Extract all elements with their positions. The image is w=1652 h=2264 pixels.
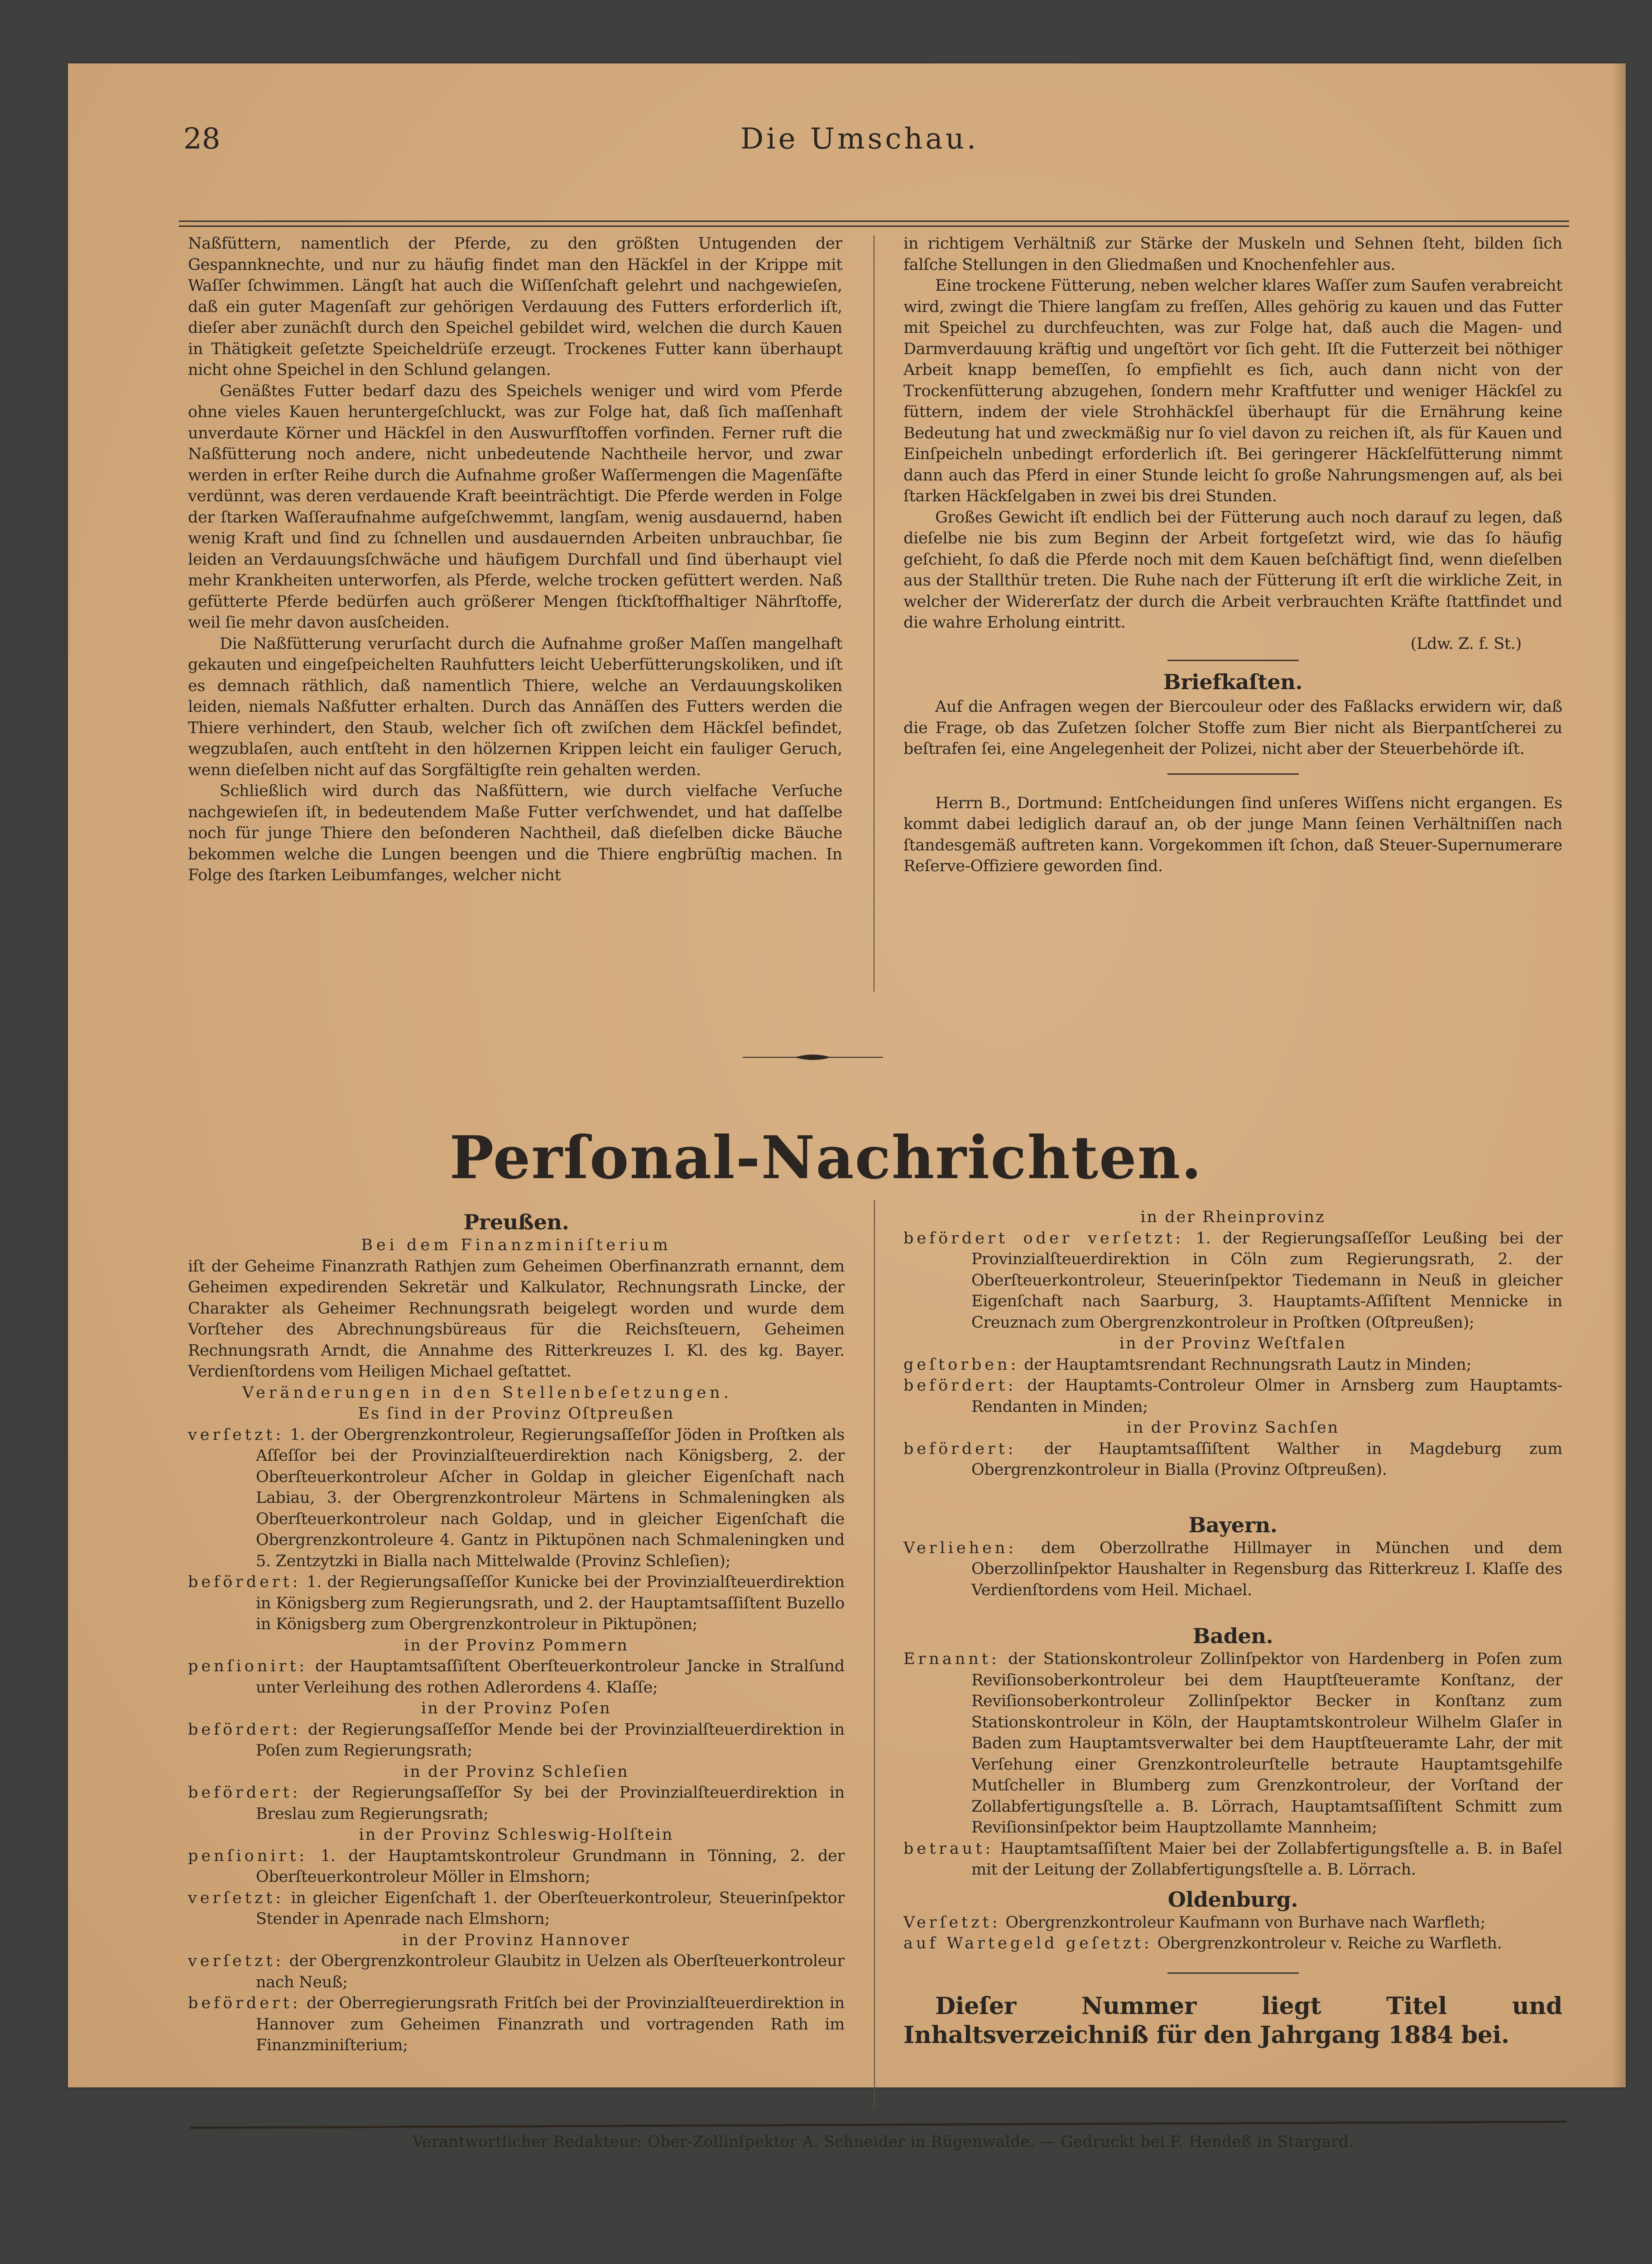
supplement-notice: Dieſer Nummer liegt Titel und Inhaltsverzeichniß für den Jahrgang 1884 bei. xyxy=(903,1992,1562,2049)
province-heading: in der Provinz Weſtfalen xyxy=(1119,1334,1347,1353)
ornament-divider xyxy=(743,1053,883,1062)
entry-text: der Regierungsaſſeſſor Sy bei der Provinzialſteuerdirektion in Breslau zum Regierungsrath; xyxy=(256,1784,845,1823)
heading-baden: Baden. xyxy=(1192,1624,1273,1648)
entry-text: 1. der Regierungsaſſeſſor Kunicke bei der Provinzialſteuerdirektion in Königsberg zum Regierungsrath, und 2. der Hauptamtsaſſiſtent Buzello in Königsberg zum Obergrenzkontroleur in Piktupönen; xyxy=(256,1573,845,1633)
province-heading: in der Provinz Sachſen xyxy=(1126,1419,1340,1437)
article-paragraph: Genäßtes Futter bedarf dazu des Speichels weniger und wird vom Pferde ohne vieles Kauen heruntergeſchluckt, was zur Folge hat, daß ſich maſſenhaft unverdaute Körner und Häckſel in den Auswurfſtoffen vorfinden. Ferner ruft die Naßfütterung noch andere, nicht unbedeutende Nachtheile hervor, und zwar werden in erſter Reihe durch die Aufnahme großer Waſſermengen die Magenſäfte verdünnt, was deren verdauende Kraft beeinträchtigt. Die Pferde werden in Folge der ſtarken Waſſeraufnahme aufgeſchwemmt, langſam, wenig ausdauernd, haben wenig Kraft und ſind zu ſchnellen und ausdauernden Arbeiten unbrauchbar, ſie leiden an Verdauungsſchwäche und häufigem Durchfall und ſind überhaupt viel mehr Krankheiten unterworfen, als Pferde, welche trocken gefüttert werden. Naß gefütterte Pferde bedürfen auch größerer Mengen ſtickſtoffhaltiger Nährſtoffe, weil ſie mehr davon ausſcheiden. xyxy=(188,382,842,632)
province-heading: in der Provinz Pommern xyxy=(404,1636,629,1655)
entry-text: dem Oberzollrathe Hillmayer in München und dem Oberzollinſpektor Haushalter in Regensburg das Ritterkreuz I. Klaſſe des Verdienſtordens vom Heil. Michael. xyxy=(971,1539,1562,1599)
entry-text: 1. der Regierungsaſſeſſor Leußing bei der Provinzialſteuerdirektion in Cöln zum Regierungsrath, 2. der Oberſteuerkontroleur, Steuerinſpektor Tiedemann in Neuß in gleicher Eigenſchaft nach Saarburg, 3. Hauptamts-Aſſiſtent Mennicke in Creuznach zum Obergrenzkontroleur in Proſtken (Oſtpreußen); xyxy=(971,1229,1562,1332)
article-paragraph: Naßfüttern, namentlich der Pferde, zu den größten Untugenden der Gespannknechte, und nur zu häufig findet man den Häckſel in der Krippe mit Waſſer ſchwimmen. Längſt hat auch die Wiſſenſchaft gelehrt und nachgewieſen, daß ein guter Magenſaft zur gehörigen Verdauung des Futters erforderlich iſt, dieſer aber zunächſt durch den Speichel gebildet wird, welchen die durch Kauen in Thätigkeit geſetzte Speicheldrüſe erzeugt. Trockenes Futter kann überhaupt nicht ohne Speichel in den Schlund gelangen. xyxy=(188,235,842,379)
section-divider xyxy=(1167,773,1299,775)
entry-label: auf Wartegeld geſetzt: xyxy=(903,1934,1153,1952)
article-paragraph: Eine trockene Fütterung, neben welcher klares Waſſer zum Saufen verabreicht wird, zwingt die Thiere langſam zu freſſen, Alles gehörig zu kauen und das Futter mit Speichel zu durchfeuchten, was zur Folge hat, daß auch die Magen- und Darmverdauung kräftig und ungeſtört vor ſich geht. Iſt die Futterzeit bei nöthiger Arbeit knapp bemeſſen, ſo empfiehlt es ſich, auch dann nicht von der Trockenfütterung abzugehen, ſondern mehr Kraftfutter und weniger Häckſel zu füttern, indem der viele Strohhäckſel überhaupt für die Ernährung keine Bedeutung hat und zweckmäßig nur ſo viel davon zu reichen iſt, als für Kauen und Einſpeicheln unbedingt erforderlich iſt. Bei geringerer Häckſelfütterung nimmt dann auch das Pferd in einer Stunde leicht ſo große Nahrungsmengen auf, als bei ſtarken Häckſelgaben in zwei bis drei Stunden. xyxy=(903,277,1562,505)
entry-label: penſionirt: xyxy=(188,1657,308,1675)
entry-label: befördert oder verſetzt: xyxy=(903,1229,1184,1247)
personnel-entry xyxy=(188,1572,845,1635)
entry-text: der Obergrenzkontroleur Glaubitz in Uelzen als Oberſteuerkontroleur nach Neuß; xyxy=(256,1952,845,1991)
province-heading: in der Provinz Hannover xyxy=(402,1931,631,1949)
page-header xyxy=(183,104,1569,158)
province-heading: in der Provinz Schleſien xyxy=(403,1762,629,1781)
personnel-entry xyxy=(188,1951,845,1993)
ministry-text: iſt der Geheime Finanzrath Rathjen zum Geheimen Oberfinanzrath ernannt, dem Geheimen expedirenden Sekretär und Kalkulator, Rechnungsrath Lincke, der Charakter als Geheimer Rechnungsrath beigelegt worden und wurde dem Vorſteher des Abrechnungsbüreaus für die Reichsſteuern, Geheimen Rechnungsrath Arndt, die Annahme des Ritterkreuzes I. Kl. des kg. Bayer. Verdienſtordens vom Heiligen Michael geſtattet. xyxy=(188,1257,845,1381)
entry-label: betraut: xyxy=(903,1839,994,1858)
personal-right-column xyxy=(903,1207,1562,2050)
personnel-entry xyxy=(903,1912,1562,1933)
entry-label: Verſetzt: xyxy=(903,1913,1001,1932)
briefkasten-title: Briefkaſten. xyxy=(1163,670,1303,694)
article-paragraph: in richtigem Verhältniß zur Stärke der Muskeln und Sehnen ſteht, bilden ſich falſche Stellungen in den Gliedmaßen und Knochenfehler aus. xyxy=(903,235,1562,274)
personnel-entry xyxy=(903,1538,1562,1601)
entry-label: verſetzt: xyxy=(188,1952,284,1970)
entry-text: der Stationskontroleur Zollinſpektor von Hardenberg in Poſen zum Reviſionsoberkontroleur bei dem Hauptſteueramte Konſtanz, der Reviſionsoberkontroleur Zollinſpektor Becker in Konſtanz zum Stationskontroleur in Köln, der Hauptamtskontroleur Wilhelm Glaſer in Baden zum Hauptamtsverwalter bei dem Hauptſteueramte Lahr, der mit Verſehung einer Grenzkontroleurſtelle betraute Hauptamtsgehilfe Mutſcheller in Blumberg zum Grenzkontroleur, der Vorſtand der Zollabfertigungsſtelle a. B. Lörrach, Hauptamtsaſſiſtent Schmitt zum Reviſionsinſpektor beim Hauptzollamte Mannheim; xyxy=(971,1650,1562,1837)
entry-label: befördert: xyxy=(188,1994,301,2012)
personnel-entry xyxy=(903,1649,1562,1838)
personnel-entry xyxy=(188,1782,845,1824)
footer-rule xyxy=(190,2120,1567,2129)
article-paragraph: Die Naßfütterung verurſacht durch die Aufnahme großer Maſſen mangelhaft gekauten und eingeſpeichelten Rauhfutters leicht Ueberfütterungskoliken, und iſt es demnach räthlich, daß namentlich Thiere, welche an Verdauungskoliken leiden, niemals Naßfutter erhalten. Durch das Annäſſen des Futters werden die Thiere verhindert, den Staub, welcher ſich oft zwiſchen dem Häckſel befindet, wegzublaſen, auch entſteht in den hölzernen Krippen leicht ein fauliger Geruch, wenn dieſelben nicht auf das Sorgfältigſte rein gehalten werden. xyxy=(188,634,842,779)
entry-text: der Oberregierungsrath Fritſch bei der Provinzialſteuerdirektion in Hannover zum Geheimen Finanzrath und vortragenden Rath im Finanzminiſterium; xyxy=(256,1994,845,2054)
personnel-entry xyxy=(188,1425,845,1572)
briefkasten-entry: Auf die Anfragen wegen der Biercouleur oder des Faßlacks erwidern wir, daß die Frage, ob das Zuſetzen ſolcher Stoffe zum Bier nicht als Bierpantſcherei zu beſtrafen ſei, eine Angelegenheit der Polizei, nicht aber der Steuerbehörde iſt. xyxy=(903,698,1562,758)
section-divider xyxy=(1167,660,1299,661)
personnel-entry xyxy=(903,1375,1562,1417)
personnel-entry xyxy=(188,1993,845,2056)
personnel-entry xyxy=(188,1888,845,1930)
section-divider xyxy=(1167,1972,1299,1974)
personnel-entry xyxy=(188,1846,845,1888)
entry-label: Ernannt: xyxy=(903,1650,1000,1668)
personnel-entry xyxy=(188,1719,845,1761)
entry-label: verſetzt: xyxy=(188,1425,284,1444)
entry-label: befördert: xyxy=(188,1784,301,1802)
entry-label: Verliehen: xyxy=(903,1539,1017,1557)
changes-heading: Veränderungen in den Stellenbeſetzungen. xyxy=(242,1383,732,1402)
entry-text: Obergrenzkontroleur Kaufmann von Burhave nach Warfleth; xyxy=(1005,1913,1486,1932)
entry-label: befördert: xyxy=(188,1720,301,1739)
entry-text: der Hauptamtsaſſiſtent Oberſteuerkontroleur Jancke in Stralſund unter Verleihung des rothen Adlerordens 4. Klaſſe; xyxy=(256,1657,845,1697)
entry-text: der Regierungsaſſeſſor Mende bei der Provinzialſteuerdirektion in Poſen zum Regierungsrath; xyxy=(256,1720,845,1760)
article-source: (Ldw. Z. f. St.) xyxy=(1410,634,1522,653)
entry-text: der Hauptamts-Controleur Olmer in Arnsberg zum Hauptamts-Rendanten in Minden; xyxy=(971,1377,1563,1416)
entry-text: der Hauptamtsrendant Rechnungsrath Lautz in Minden; xyxy=(1024,1355,1472,1374)
personal-left-column xyxy=(188,1207,845,2056)
personnel-entry xyxy=(188,1656,845,1698)
page-number: 28 xyxy=(183,122,221,156)
entry-text: in gleicher Eigenſchaft 1. der Oberſteuerkontroleur, Steuerinſpektor Stender in Apenrade nach Elmshorn; xyxy=(256,1889,845,1928)
province-heading: in der Rheinprovinz xyxy=(1140,1208,1325,1226)
article-paragraph: Großes Gewicht iſt endlich bei der Fütterung auch noch darauf zu legen, daß dieſelbe nie bis zum Beginn der Arbeit fortgeſetzt wird, wie das ſo häufig geſchieht, ſo daß die Pferde noch mit dem Kauen beſchäftigt ſind, wenn dieſelben aus der Stallthür treten. Die Ruhe nach der Fütterung iſt erſt die wirkliche Zeit, in welcher der Widererſatz der durch die Arbeit verbrauchten Kräfte ſtattfindet und die wahre Erholung eintritt. xyxy=(903,508,1562,632)
heading-oldenburg: Oldenburg. xyxy=(1167,1887,1298,1912)
imprint-footer: Verantwortlicher Redakteur: Ober-Zollinſpektor A. Schneider in Rügenwalde. — Gedruckt bei F. Hendeß in Stargard. xyxy=(412,2133,1354,2151)
article-right-column xyxy=(903,233,1562,877)
entry-text: 1. der Hauptamtskontroleur Grundmann in Tönning, 2. der Oberſteuerkontroleur Möller in Elmshorn; xyxy=(256,1847,845,1886)
page-edge-shadow xyxy=(1612,63,1626,2087)
section-title-personal-nachrichten: Perſonal-Nachrichten. xyxy=(449,1123,1203,1192)
personnel-entry xyxy=(903,1838,1562,1880)
entry-label: befördert: xyxy=(188,1573,301,1591)
entry-text: der Hauptamtsaſſiſtent Walther in Magdeburg zum Obergrenzkontroleur in Bialla (Provinz Oſtpreußen). xyxy=(971,1439,1562,1479)
entry-text: Obergrenzkontroleur v. Reiche zu Warfleth. xyxy=(1157,1934,1502,1952)
briefkasten-entry: Herrn B., Dortmund: Entſcheidungen ſind unſeres Wiſſens nicht ergangen. Es kommt dabei lediglich darauf an, ob der junge Mann ſeinen Verhältniſſen nach ſtandesgemäß auftreten kann. Vorgekommen iſt ſchon, daß Steuer-Supernumerare Reſerve-Offiziere geworden ſind. xyxy=(903,794,1562,875)
province-heading: in der Provinz Poſen xyxy=(421,1699,611,1717)
publication-title: Die Umschau. xyxy=(740,122,979,156)
entry-label: penſionirt: xyxy=(188,1847,308,1865)
entry-label: befördert: xyxy=(903,1377,1017,1395)
heading-bayern: Bayern. xyxy=(1188,1512,1277,1537)
entry-text: Hauptamtsaſſiſtent Maier bei der Zollabfertigungsſtelle a. B. in Baſel mit der Leitung der Zollabfertigungsſtelle a. B. Lörrach. xyxy=(971,1839,1563,1879)
column-divider xyxy=(874,1200,875,2108)
entry-label: verſetzt: xyxy=(188,1889,284,1907)
province-heading: in der Provinz Schleswig-Holſtein xyxy=(359,1826,674,1844)
article-left-column xyxy=(188,233,842,886)
entry-label: befördert: xyxy=(903,1439,1017,1458)
personnel-entry xyxy=(903,1933,1562,1954)
heading-preussen: Preußen. xyxy=(463,1210,569,1234)
ministry-heading: Bei dem Finanzminiſterium xyxy=(361,1236,672,1254)
personnel-entry xyxy=(903,1228,1562,1333)
personnel-entry xyxy=(903,1439,1562,1481)
province-heading: Es ſind in der Provinz Oſtpreußen xyxy=(358,1405,675,1423)
header-double-rule xyxy=(179,221,1569,227)
article-paragraph: Schließlich wird durch das Naßfüttern, wie durch vielfache Verſuche nachgewieſen iſt, in bedeutendem Maße Futter verſchwendet, und hat daſſelbe noch für junge Thiere den beſonderen Nachtheil, daß dieſelben dicke Bäuche bekommen welche die Lungen beengen und die Thiere engbrüſtig machen. In Folge des ſtarken Leibumfanges, welcher nicht xyxy=(188,782,842,884)
entry-label: geſtorben: xyxy=(903,1355,1019,1374)
entry-text: 1. der Obergrenzkontroleur, Regierungsaſſeſſor Jöden in Proſtken als Aſſeſſor bei der Provinzialſteuerdirektion nach Königsberg, 2. der Oberſteuerkontroleur Aſcher in Goldap in gleicher Eigenſchaft nach Labiau, 3. der Obergrenzkontroleur Märtens in Schmaleningken als Oberſteuerkontroleur nach Goldap, und in gleicher Eigenſchaft die Obergrenzkontroleure 4. Gantz in Piktupönen nach Schmaleningken und 5. Zentzytzki in Bialla nach Mittelwalde (Provinz Schleſien); xyxy=(256,1425,845,1570)
personnel-entry xyxy=(903,1354,1562,1376)
